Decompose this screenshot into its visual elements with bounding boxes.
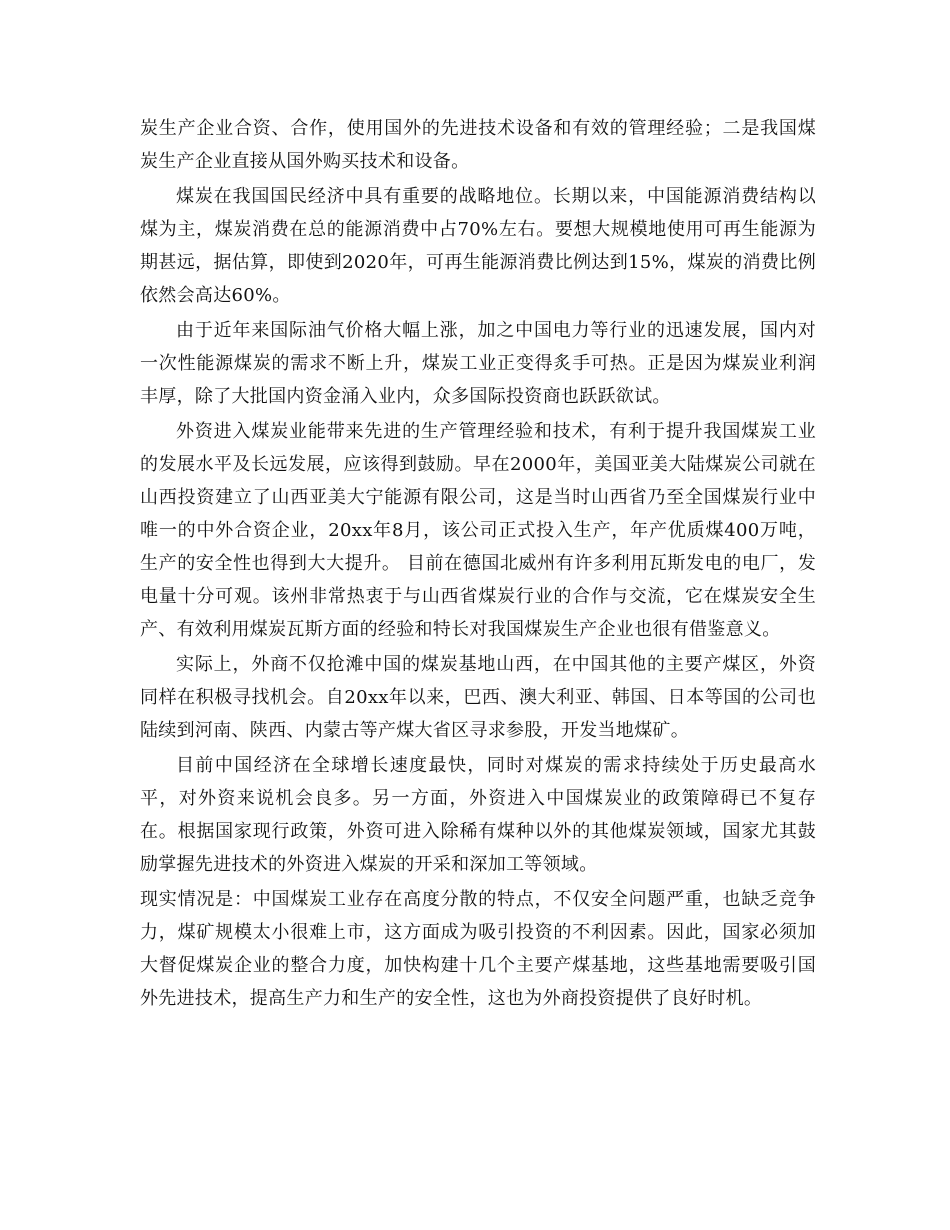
paragraph-4: 外资进入煤炭业能带来先进的生产管理经验和技术，有利于提升我国煤炭工业的发展水平及长远发展，应该得到鼓励。早在2000年，美国亚美大陆煤炭公司就在山西投资建立了山西亚美大宁能源有限公司，这是当时山西省乃至全国煤炭行业中唯一的中外合资企业，20xx年8月，该公司正式投入生产，年产优质煤400万吨，生产的安全性也得到大大提升。 目前在德国北威州有许多利用瓦斯发电的电厂，发电量十分可观。该州非常热衷于与山西省煤炭行业的合作与交流，它在煤炭安全生产、有效利用煤炭瓦斯方面的经验和特长对我国煤炭生产企业也很有借鉴意义。 bbox=[140, 421, 816, 640]
paragraph-2: 煤炭在我国国民经济中具有重要的战略地位。长期以来，中国能源消费结构以煤为主，煤炭消费在总的能源消费中占70%左右。要想大规模地使用可再生能源为期甚远，据估算，即使到2020年，可再生能源消费比例达到15%，煤炭的消费比例依然会高达60%。 bbox=[140, 186, 816, 306]
paragraph-1: 炭生产企业合资、合作，使用国外的先进技术设备和有效的管理经验；二是我国煤炭生产企业直接从国外购买技术和设备。 bbox=[140, 118, 816, 172]
paragraph-3: 由于近年来国际油气价格大幅上涨，加之中国电力等行业的迅速发展，国内对一次性能源煤炭的需求不断上升，煤炭工业正变得炙手可热。正是因为煤炭业利润丰厚，除了大批国内资金涌入业内，众多国际投资商也跃跃欲试。 bbox=[140, 320, 816, 407]
paragraph-7: 现实情况是：中国煤炭工业存在高度分散的特点，不仅安全问题严重，也缺乏竞争力，煤矿规模太小很难上市，这方面成为吸引投资的不利因素。因此，国家必须加大督促煤炭企业的整合力度，加快构建十几个主要产煤基地，这些基地需要吸引国外先进技术，提高生产力和生产的安全性，这也为外商投资提供了良好时机。 bbox=[140, 889, 816, 1009]
paragraph-6: 目前中国经济在全球增长速度最快，同时对煤炭的需求持续处于历史最高水平，对外资来说机会良多。另一方面，外资进入中国煤炭业的政策障碍已不复存在。根据国家现行政策，外资可进入除稀有煤种以外的其他煤炭领域，国家尤其鼓励掌握先进技术的外资进入煤炭的开采和深加工等领域。 bbox=[140, 755, 816, 875]
paragraph-5: 实际上，外商不仅抢滩中国的煤炭基地山西，在中国其他的主要产煤区，外资同样在积极寻找机会。自20xx年以来，巴西、澳大利亚、韩国、日本等国的公司也陆续到河南、陕西、内蒙古等产煤大省区寻求参股，开发当地煤矿。 bbox=[140, 654, 816, 741]
document-body bbox=[140, 112, 816, 1017]
